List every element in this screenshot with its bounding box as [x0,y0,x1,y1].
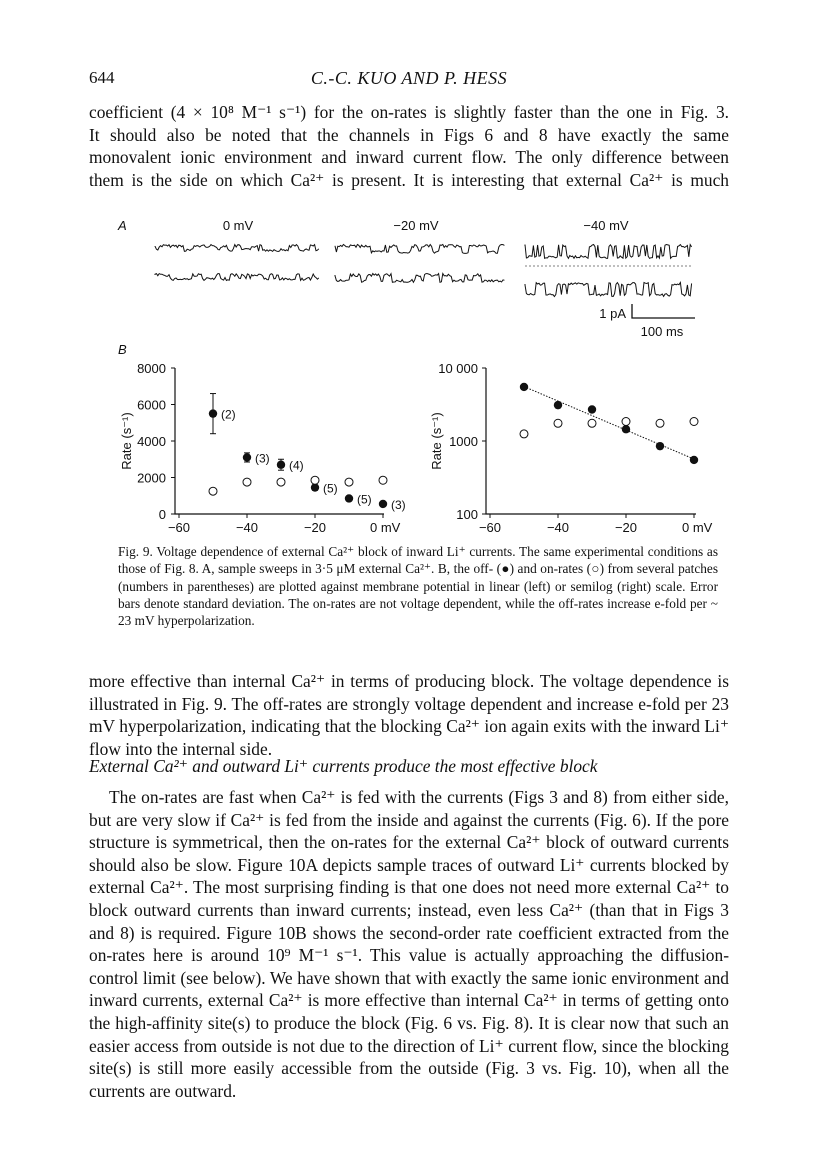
x-tick-label: −40 [546,520,570,535]
right-plot-marks [520,383,698,464]
middle-paragraph [89,670,729,760]
off-rate-point [345,494,353,502]
top-line: coefficient (4 × 10⁸ M⁻¹ s⁻¹) for the on-rates is slightly faster than the one in Fig. 3. [89,102,729,122]
y-tick-label: 6000 [137,397,166,413]
off-rate-point [243,453,251,461]
x-tick-label: 0 mV [682,520,713,535]
on-rate-point [656,419,664,427]
n-annotation: (3) [391,497,406,512]
bottom-text: The on-rates are fast when Ca²⁺ is fed with the currents (Figs 3 and 8) from either side, but are very slow if Ca²⁺ is fed from the inside and against the currents (Fig. 6). If the pore structure is symmetrical, then the on-rates for the external Ca²⁺ block of outward currents should also be slow. Figure 10A depicts sample traces of outward Li⁺ currents blocked by external Ca²⁺. The most surprising finding is that one does not need more external Ca²⁺ to block outward currents than inward currents; instead, even less Ca²⁺ (than that in Figs 3 and 8) is required. Figure 10B shows the second-order rate coefficient extracted from the on-rates here is around 10⁹ M⁻¹ s⁻¹. This value is actually approaching the diffusion-control limit (see below). We have shown that with exactly the same ionic environment and inward currents, external Ca²⁺ is more effective than internal Ca²⁺ in terms of getting onto the high-affinity site(s) to produce the block (Fig. 6 vs. Fig. 8). It is clear now that such an easier access from outside is not due to the direction of Li⁺ current flow, since the blocking site(s) is still more easily accessible from the outside (Fig. 3 vs. Fig. 10), when all the currents are outward. [89,787,729,1101]
on-rate-point [554,419,562,427]
on-rate-point [622,417,630,425]
y-tick-label: 10 000 [438,361,478,376]
y-tick-label: 0 [158,507,166,522]
y-tick-label: 1000 [449,434,478,449]
off-rate-point [554,401,562,409]
off-rate-point [379,500,387,508]
voltage-label: −20 mV [393,218,439,233]
voltage-label: 0 mV [222,218,254,233]
current-trace [155,245,319,252]
running-title: C.-C. KUO AND P. HESS [310,68,508,88]
on-rate-point [345,478,353,486]
current-trace [525,283,692,297]
off-rate-point [656,442,664,450]
y-tick-label: 8000 [137,361,166,376]
right-plot-axes [482,368,696,518]
current-traces [155,245,692,297]
voltage-label: −40 mV [583,218,629,233]
y-tick-label: 4000 [137,434,166,449]
y-axis-label: Rate (s⁻¹) [119,412,134,470]
left-plot-marks [209,394,406,512]
scale-bar [632,304,695,318]
figure-caption: Fig. 9. Voltage dependence of external Ca²⁺ block of inward Li⁺ currents. The same experimental conditions as those of Fig. 8. A, sample sweeps in 3·5 μM external Ca²⁺. B, the off- (●) and on-rates (○) from several patches (numbers in parentheses) are plotted against membrane potential in linear (left) or semilog (right) scale. Error bars denote standard deviation. The on-rates are not voltage dependent, while the off-rates increase e-fold per ~ 23 mV hyperpolarization. [118,544,718,629]
on-rate-point [379,476,387,484]
current-trace [525,245,692,259]
off-rate-point [277,461,285,469]
current-trace [155,274,319,281]
n-annotation: (4) [289,458,304,473]
left-plot-axes [171,368,384,518]
scale-current-label: 1 pA [599,306,626,321]
current-trace [335,274,504,283]
x-tick-label: −60 [167,520,191,535]
figure-9 [0,0,816,540]
section-heading: External Ca²⁺ and outward Li⁺ currents produce the most effective block [89,756,598,776]
middle-text: more effective than internal Ca²⁺ in terms of producing block. The voltage dependence is illustrated in Fig. 9. The off-rates are strongly voltage dependent and increase e-fold per 23 mV hyperpolarization, indicating that the blocking Ca²⁺ ion again exits with the inward Li⁺ flow into the internal side. [89,671,729,759]
on-rate-point [690,417,698,425]
y-axis-label: Rate (s⁻¹) [429,412,444,470]
top-line: them is the side on which Ca²⁺ is present. It is interesting that external Ca²⁺ is much [89,169,729,190]
panel-b-label: B [118,342,127,357]
n-annotation: (2) [221,407,236,422]
on-rate-point [520,430,528,438]
scale-time-label: 100 ms [640,324,684,339]
x-tick-label: −40 [235,520,259,535]
on-rate-point [311,476,319,484]
n-annotation: (5) [323,481,338,496]
x-tick-label: −20 [303,520,327,535]
off-rate-point [520,383,528,391]
fit-line [524,387,694,460]
x-tick-label: −60 [478,520,502,535]
on-rate-point [243,478,251,486]
y-tick-label: 100 [456,507,478,522]
off-rate-point [588,405,596,413]
page-number: 644 [89,68,115,87]
n-annotation: (3) [255,451,270,466]
off-rate-point [622,425,630,433]
panel-a-label: A [118,218,127,233]
top-line: It should also be noted that the channels in Figs 6 and 8 have exactly the same [89,124,729,145]
off-rate-point [690,456,698,464]
current-trace [335,245,504,254]
top-line: monovalent ionic environment and inward current flow. The only difference between [89,147,729,168]
x-tick-label: 0 mV [370,520,401,535]
n-annotation: (5) [357,492,372,507]
off-rate-point [209,409,217,417]
y-tick-label: 2000 [137,470,166,486]
bottom-paragraph [89,786,729,1102]
on-rate-point [588,419,596,427]
x-tick-label: −20 [614,520,638,535]
on-rate-point [277,478,285,486]
on-rate-point [209,487,217,495]
